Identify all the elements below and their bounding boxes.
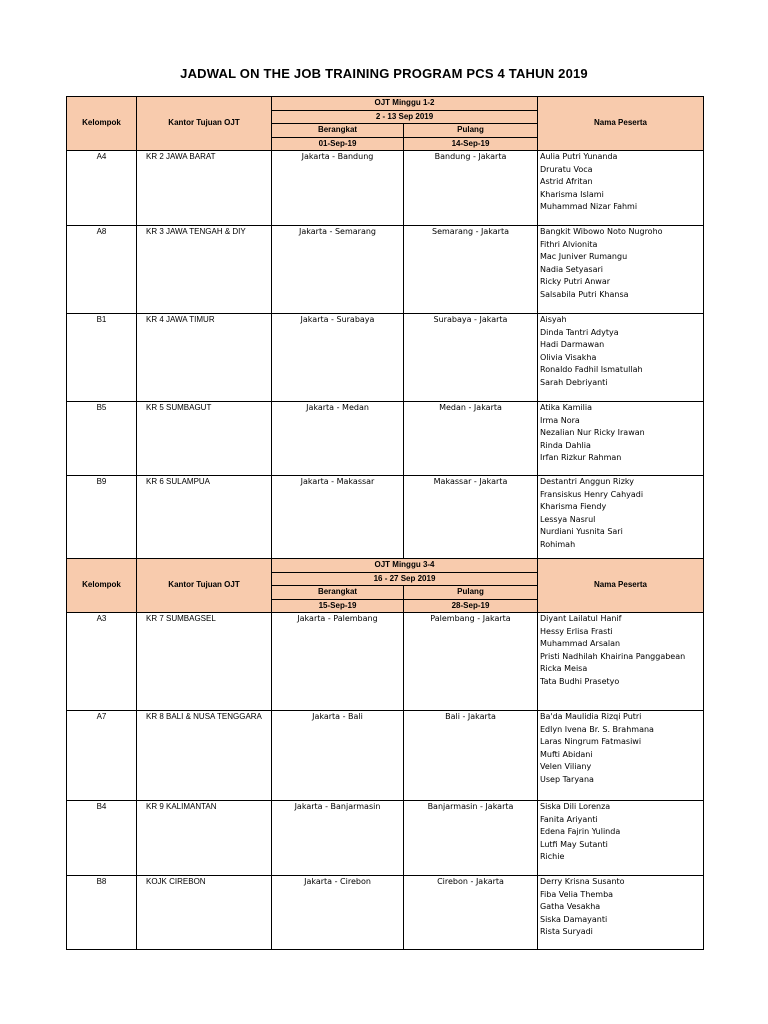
header-period: OJT Minggu 1-2 <box>272 97 538 111</box>
peserta-name: Fithri Alvionita <box>540 239 598 249</box>
nama-peserta-cell <box>538 613 704 711</box>
peserta-name: Lessya Nasrul <box>540 514 596 524</box>
header-nama-peserta: Nama Peserta <box>538 97 704 151</box>
peserta-name: Atika Kamilia <box>540 403 592 412</box>
peserta-name: Kharisma Islami <box>540 189 604 199</box>
header-dates: 2 - 13 Sep 2019 <box>272 110 538 124</box>
peserta-name: Muhammad Nizar Fahmi <box>540 202 638 211</box>
peserta-name: Laras Ningrum Fatmasiwi <box>540 737 642 746</box>
nama-peserta-cell <box>538 876 704 950</box>
peserta-name: Sarah Debriyanti <box>540 377 608 387</box>
peserta-name: Nadia Setyasari <box>540 264 603 274</box>
kantor-cell: KOJK CIREBON <box>137 876 272 950</box>
table-row <box>67 151 704 226</box>
peserta-name: Rohimah <box>540 539 576 549</box>
header-berangkat-date: 15-Sep-19 <box>272 599 404 613</box>
kantor-cell: KR 7 SUMBAGSEL <box>137 613 272 711</box>
pulang-route-cell: Banjarmasin - Jakarta <box>404 801 538 876</box>
peserta-name: Aulia Putri Yunanda <box>540 152 618 161</box>
table-row <box>67 402 704 476</box>
peserta-name: Lutfi May Sutanti <box>540 839 608 849</box>
peserta-name: Velen Viliany <box>540 762 592 771</box>
kelompok-cell: B1 <box>67 314 137 402</box>
berangkat-route-cell: Jakarta - Bandung <box>272 151 404 226</box>
peserta-name: Olivia Visakha <box>540 352 597 362</box>
header-kelompok: Kelompok <box>67 97 137 151</box>
peserta-name: Kharisma Fiendy <box>540 502 607 511</box>
document-title: JADWAL ON THE JOB TRAINING PROGRAM PCS 4 TAHUN 2019 <box>180 66 588 81</box>
berangkat-route-cell: Jakarta - Surabaya <box>272 314 404 402</box>
peserta-name: Derry Krisna Susanto <box>540 877 625 886</box>
kelompok-cell: A8 <box>67 226 137 314</box>
kelompok-cell: B5 <box>67 402 137 476</box>
header-pulang: Pulang <box>404 124 538 138</box>
header-berangkat: Berangkat <box>272 124 404 138</box>
berangkat-route-cell: Jakarta - Palembang <box>272 613 404 711</box>
kantor-cell: KR 3 JAWA TENGAH & DIY <box>137 226 272 314</box>
peserta-name: Rista Suryadi <box>540 927 593 936</box>
header-nama-peserta: Nama Peserta <box>538 559 704 613</box>
header-pulang: Pulang <box>404 586 538 600</box>
kantor-cell: KR 6 SULAMPUA <box>137 476 272 564</box>
peserta-name: Salsabila Putri Khansa <box>540 289 629 299</box>
peserta-name: Diyant Lailatul Hanif <box>540 614 622 623</box>
peserta-name: Druratu Voca <box>540 164 593 174</box>
peserta-name: Tata Budhi Prasetyo <box>540 676 620 686</box>
table-row <box>67 314 704 402</box>
header-row <box>67 559 704 573</box>
peserta-name: Rinda Dahlia <box>540 440 591 450</box>
kantor-cell: KR 4 JAWA TIMUR <box>137 314 272 402</box>
peserta-name: Hessy Erlisa Frasti <box>540 626 613 636</box>
nama-peserta-cell <box>538 314 704 402</box>
peserta-name: Ricka Meisa <box>540 664 588 673</box>
peserta-name: Ronaldo Fadhil Ismatullah <box>540 365 643 374</box>
peserta-name: Hadi Darmawan <box>540 340 605 349</box>
table-row <box>67 711 704 801</box>
peserta-name: Destantri Anggun Rizky <box>540 477 634 486</box>
pulang-route-cell: Bali - Jakarta <box>404 711 538 801</box>
peserta-name: Muhammad Arsalan <box>540 639 621 648</box>
table-row <box>67 876 704 950</box>
peserta-name: Fransiskus Henry Cahyadi <box>540 489 644 499</box>
nama-peserta-cell <box>538 476 704 564</box>
peserta-name: Richie <box>540 852 565 861</box>
nama-peserta-cell <box>538 151 704 226</box>
header-berangkat: Berangkat <box>272 586 404 600</box>
pulang-route-cell: Bandung - Jakarta <box>404 151 538 226</box>
pulang-route-cell: Palembang - Jakarta <box>404 613 538 711</box>
header-kantor: Kantor Tujuan OJT <box>137 97 272 151</box>
peserta-name: Usep Taryana <box>540 774 594 784</box>
peserta-name: Astrid Afritan <box>540 177 593 186</box>
peserta-name: Irfan Rizkur Rahman <box>540 453 622 462</box>
peserta-name: Siska Dili Lorenza <box>540 802 611 811</box>
peserta-name: Gatha Vesakha <box>540 902 601 911</box>
kantor-cell: KR 8 BALI & NUSA TENGGARA <box>137 711 272 801</box>
header-pulang-date: 14-Sep-19 <box>404 137 538 151</box>
peserta-name: Edena Fajrin Yulinda <box>540 827 621 836</box>
schedule-table <box>66 96 704 564</box>
kelompok-cell: B4 <box>67 801 137 876</box>
berangkat-route-cell: Jakarta - Makassar <box>272 476 404 564</box>
header-berangkat-date: 01-Sep-19 <box>272 137 404 151</box>
peserta-name: Bangkit Wibowo Noto Nugroho <box>540 227 663 236</box>
header-dates: 16 - 27 Sep 2019 <box>272 572 538 586</box>
kelompok-cell: A3 <box>67 613 137 711</box>
header-pulang-date: 28-Sep-19 <box>404 599 538 613</box>
pulang-route-cell: Surabaya - Jakarta <box>404 314 538 402</box>
peserta-name: Irma Nora <box>540 415 580 425</box>
peserta-name: Fanita Ariyanti <box>540 814 598 824</box>
peserta-name: Fiba Velia Themba <box>540 889 614 899</box>
peserta-name: Edlyn Ivena Br. S. Brahmana <box>540 724 654 734</box>
header-kantor: Kantor Tujuan OJT <box>137 559 272 613</box>
nama-peserta-cell <box>538 801 704 876</box>
pulang-route-cell: Cirebon - Jakarta <box>404 876 538 950</box>
table-row <box>67 801 704 876</box>
table-row <box>67 226 704 314</box>
kelompok-cell: B8 <box>67 876 137 950</box>
kantor-cell: KR 5 SUMBAGUT <box>137 402 272 476</box>
pulang-route-cell: Semarang - Jakarta <box>404 226 538 314</box>
schedule-table <box>66 558 704 950</box>
kelompok-cell: B9 <box>67 476 137 564</box>
nama-peserta-cell <box>538 226 704 314</box>
table-row <box>67 476 704 564</box>
peserta-name: Mac Juniver Rumangu <box>540 252 628 261</box>
berangkat-route-cell: Jakarta - Semarang <box>272 226 404 314</box>
table-row <box>67 613 704 711</box>
berangkat-route-cell: Jakarta - Cirebon <box>272 876 404 950</box>
berangkat-route-cell: Jakarta - Banjarmasin <box>272 801 404 876</box>
peserta-name: Pristi Nadhilah Khairina Panggabean <box>540 651 686 661</box>
kelompok-cell: A7 <box>67 711 137 801</box>
peserta-name: Nurdiani Yusnita Sari <box>540 527 623 536</box>
header-period: OJT Minggu 3-4 <box>272 559 538 573</box>
header-row <box>67 97 704 111</box>
peserta-name: Nezalian Nur Ricky Irawan <box>540 428 645 437</box>
berangkat-route-cell: Jakarta - Bali <box>272 711 404 801</box>
pulang-route-cell: Makassar - Jakarta <box>404 476 538 564</box>
peserta-name: Ba'da Maulidia Rizqi Putri <box>540 712 642 721</box>
nama-peserta-cell <box>538 402 704 476</box>
kantor-cell: KR 2 JAWA BARAT <box>137 151 272 226</box>
peserta-name: Siska Damayanti <box>540 914 608 924</box>
header-kelompok: Kelompok <box>67 559 137 613</box>
berangkat-route-cell: Jakarta - Medan <box>272 402 404 476</box>
peserta-name: Aisyah <box>540 315 567 324</box>
kantor-cell: KR 9 KALIMANTAN <box>137 801 272 876</box>
pulang-route-cell: Medan - Jakarta <box>404 402 538 476</box>
peserta-name: Mufti Abidani <box>540 749 593 759</box>
peserta-name: Ricky Putri Anwar <box>540 277 611 286</box>
nama-peserta-cell <box>538 711 704 801</box>
peserta-name: Dinda Tantri Adytya <box>540 327 619 337</box>
kelompok-cell: A4 <box>67 151 137 226</box>
